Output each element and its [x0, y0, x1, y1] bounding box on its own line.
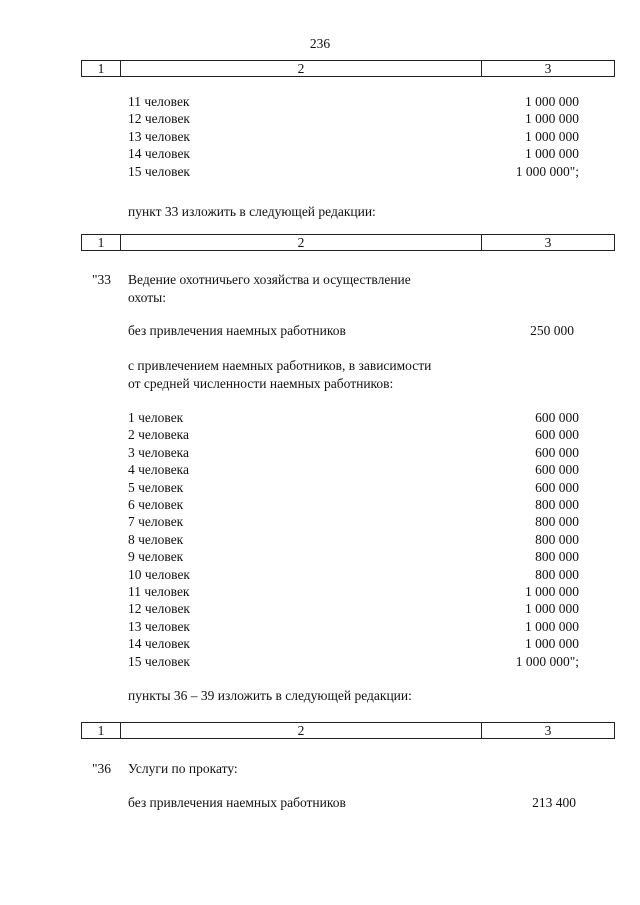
row-value: 1 000 000 — [525, 146, 579, 162]
table-row — [0, 601, 640, 618]
item-33-with-workers-line1: с привлечением наемных работников, в зависимости — [128, 358, 432, 373]
column-header-table-2 — [81, 234, 615, 251]
row-value: 800 000 — [535, 566, 579, 582]
item-33-title-line2: охоты: — [128, 290, 166, 305]
table-row — [0, 480, 640, 497]
row-label: 7 человек — [128, 514, 184, 530]
row-label: 14 человек — [128, 636, 190, 652]
item-36-no-workers-value: 213 400 — [532, 795, 576, 810]
table-row — [0, 532, 640, 549]
row-value: 1 000 000 — [525, 111, 579, 127]
row-label: 13 человек — [128, 128, 190, 144]
table-row — [0, 129, 640, 146]
column-header-1: 1 — [82, 723, 121, 738]
item-33-with-workers-line2: от средней численности наемных работников: — [128, 376, 394, 391]
table-row — [0, 94, 640, 111]
row-value: 600 000 — [535, 444, 579, 460]
column-header-table-1 — [81, 60, 615, 77]
table-row — [0, 549, 640, 566]
page-number: 236 — [309, 36, 331, 51]
item-33-title-line1: Ведение охотничьего хозяйства и осуществление — [128, 272, 411, 287]
item-33-no-workers-label: без привлечения наемных работников — [128, 323, 346, 338]
row-value: 1 000 000 — [525, 618, 579, 634]
table-row — [0, 619, 640, 636]
item-36-no-workers-label: без привлечения наемных работников — [128, 795, 346, 810]
table-row — [0, 636, 640, 653]
table-row — [0, 410, 640, 427]
row-label: 6 человек — [128, 497, 184, 512]
row-label: 15 человек — [128, 163, 190, 179]
table-row — [0, 584, 640, 601]
instruction-item-33: пункт 33 изложить в следующей редакции: — [128, 204, 376, 219]
row-value: 600 000 — [535, 462, 579, 478]
row-label: 11 человек — [128, 94, 190, 109]
table-row — [0, 462, 640, 479]
row-value: 800 000 — [535, 497, 579, 512]
row-value: 600 000 — [535, 427, 579, 443]
row-value: 600 000 — [535, 410, 579, 425]
row-label: 11 человек — [128, 584, 190, 599]
row-value: 800 000 — [535, 549, 579, 565]
row-value: 600 000 — [535, 479, 579, 495]
table-row — [0, 164, 640, 181]
item-36-number: "36 — [92, 761, 112, 776]
row-label: 15 человек — [128, 653, 190, 669]
row-label: 12 человек — [128, 601, 190, 617]
column-header-2: 2 — [121, 723, 482, 738]
table-row — [0, 427, 640, 444]
row-value: 800 000 — [535, 531, 579, 547]
item-33-number: "33 — [92, 272, 112, 287]
table-row — [0, 497, 640, 514]
row-value: 1 000 000 — [525, 94, 579, 109]
row-label: 3 человека — [128, 444, 190, 460]
column-header-2: 2 — [121, 61, 482, 76]
row-value: 800 000 — [535, 514, 579, 530]
row-label: 1 человек — [128, 410, 184, 425]
column-header-1: 1 — [82, 61, 121, 76]
row-value: 1 000 000 — [525, 601, 579, 617]
row-value: 1 000 000 — [525, 128, 579, 144]
row-label: 12 человек — [128, 111, 190, 127]
row-label: 8 человек — [128, 531, 184, 547]
table-row — [0, 445, 640, 462]
column-header-3: 3 — [544, 61, 552, 76]
table-row — [0, 111, 640, 128]
table-row — [0, 146, 640, 163]
table-row — [0, 654, 640, 671]
instruction-items-36-39: пункты 36 – 39 изложить в следующей редакции: — [128, 688, 412, 703]
row-value: 1 000 000"; — [515, 653, 579, 669]
row-label: 9 человек — [128, 549, 184, 565]
table-row — [0, 567, 640, 584]
row-label: 10 человек — [128, 566, 190, 582]
row-label: 14 человек — [128, 146, 190, 162]
table-row — [0, 514, 640, 531]
row-value: 1 000 000 — [525, 584, 579, 599]
column-header-1: 1 — [82, 235, 121, 250]
row-value: 1 000 000 — [525, 636, 579, 652]
column-header-3: 3 — [544, 235, 552, 250]
row-value: 1 000 000"; — [515, 163, 579, 179]
row-label: 2 человека — [128, 427, 190, 443]
row-label: 13 человек — [128, 618, 190, 634]
item-33-no-workers-value: 250 000 — [530, 323, 574, 338]
row-label: 5 человек — [128, 479, 184, 495]
item-36-title: Услуги по прокату: — [128, 761, 238, 776]
row-label: 4 человека — [128, 462, 190, 478]
column-header-3: 3 — [544, 723, 552, 738]
column-header-2: 2 — [121, 235, 482, 250]
column-header-table-3 — [81, 722, 615, 739]
